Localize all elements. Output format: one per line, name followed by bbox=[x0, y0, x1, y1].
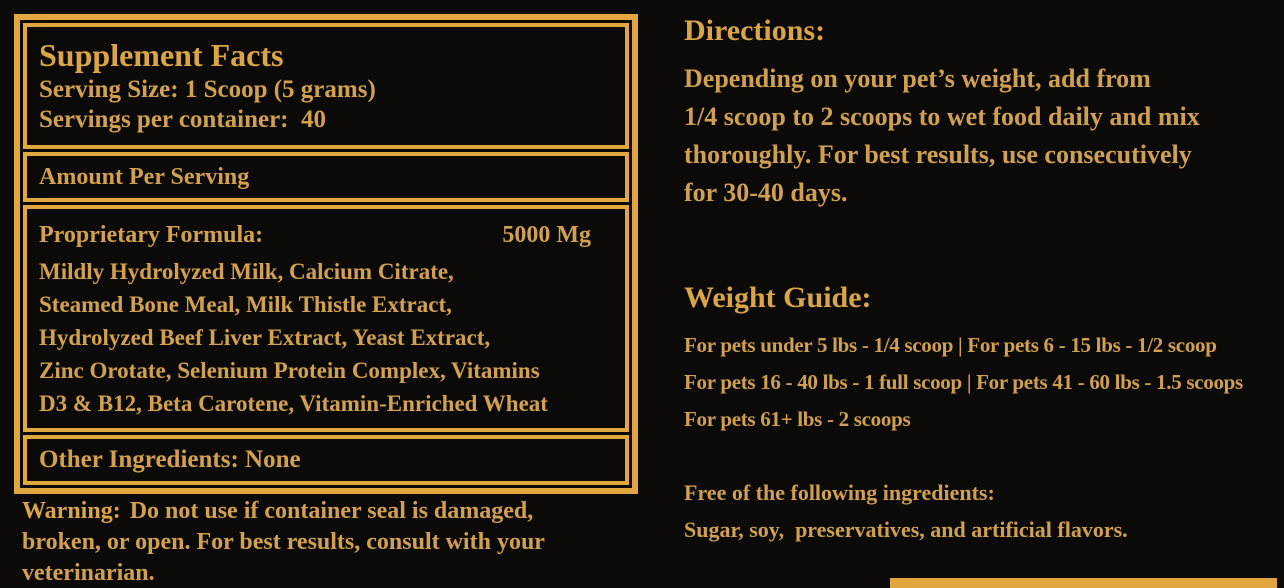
amount-per-serving-header: Amount Per Serving bbox=[39, 164, 250, 190]
warning-label: Warning: bbox=[22, 498, 121, 524]
weight-guide-line: For pets 61+ lbs - 2 scoops bbox=[684, 407, 911, 431]
ingredient-line: Steamed Bone Meal, Milk Thistle Extract, bbox=[39, 292, 452, 317]
formula-section bbox=[23, 205, 629, 432]
formula-row bbox=[39, 219, 613, 251]
bottom-gold-bar bbox=[890, 578, 1277, 588]
proprietary-formula-amount: 5000 Mg bbox=[502, 222, 591, 248]
serving-size: Serving Size: 1 Scoop (5 grams) bbox=[39, 76, 376, 103]
weight-guide-section bbox=[684, 281, 1280, 438]
supplement-facts-panel bbox=[14, 14, 638, 494]
facts-header-section bbox=[23, 23, 629, 149]
weight-guide-line: For pets 16 - 40 lbs - 1 full scoop | For pets 41 - 60 lbs - 1.5 scoops bbox=[684, 370, 1243, 394]
ingredient-line: Hydrolyzed Beef Liver Extract, Yeast Extract, bbox=[39, 325, 491, 350]
amount-per-serving-section bbox=[23, 152, 629, 202]
directions-line: Depending on your pet’s weight, add from bbox=[684, 64, 1151, 93]
free-of-items: Sugar, soy, preservatives, and artificial flavors. bbox=[684, 517, 1128, 542]
directions-line: thoroughly. For best results, use consecutively bbox=[684, 140, 1192, 169]
facts-title: Supplement Facts bbox=[39, 37, 284, 73]
directions-line: for 30-40 days. bbox=[684, 178, 848, 207]
servings-per-container: Servings per container: 40 bbox=[39, 106, 327, 133]
warning-note bbox=[22, 496, 602, 588]
warning-line: Do not use if container seal is damaged, bbox=[129, 498, 534, 524]
ingredient-line: Mildly Hydrolyzed Milk, Calcium Citrate, bbox=[39, 259, 454, 284]
directions-title: Directions: bbox=[684, 14, 826, 47]
weight-guide-title: Weight Guide: bbox=[684, 281, 872, 314]
warning-line: veterinarian. bbox=[22, 560, 155, 586]
ingredient-line: D3 & B12, Beta Carotene, Vitamin-Enriched Wheat bbox=[39, 391, 548, 416]
free-of-intro: Free of the following ingredients: bbox=[684, 480, 995, 505]
directions-section bbox=[684, 14, 1270, 212]
directions-line: 1/4 scoop to 2 scoops to wet food daily and mix bbox=[684, 102, 1200, 131]
other-ingredients: Other Ingredients: None bbox=[39, 446, 301, 473]
other-ingredients-section bbox=[23, 435, 629, 485]
weight-guide-line: For pets under 5 lbs - 1/4 scoop | For pets 6 - 15 lbs - 1/2 scoop bbox=[684, 333, 1217, 357]
proprietary-formula-name: Proprietary Formula: bbox=[39, 222, 264, 248]
warning-line: broken, or open. For best results, consult with your bbox=[22, 529, 545, 555]
free-of-section bbox=[684, 474, 1270, 548]
ingredient-line: Zinc Orotate, Selenium Protein Complex, Vitamins bbox=[39, 358, 540, 383]
